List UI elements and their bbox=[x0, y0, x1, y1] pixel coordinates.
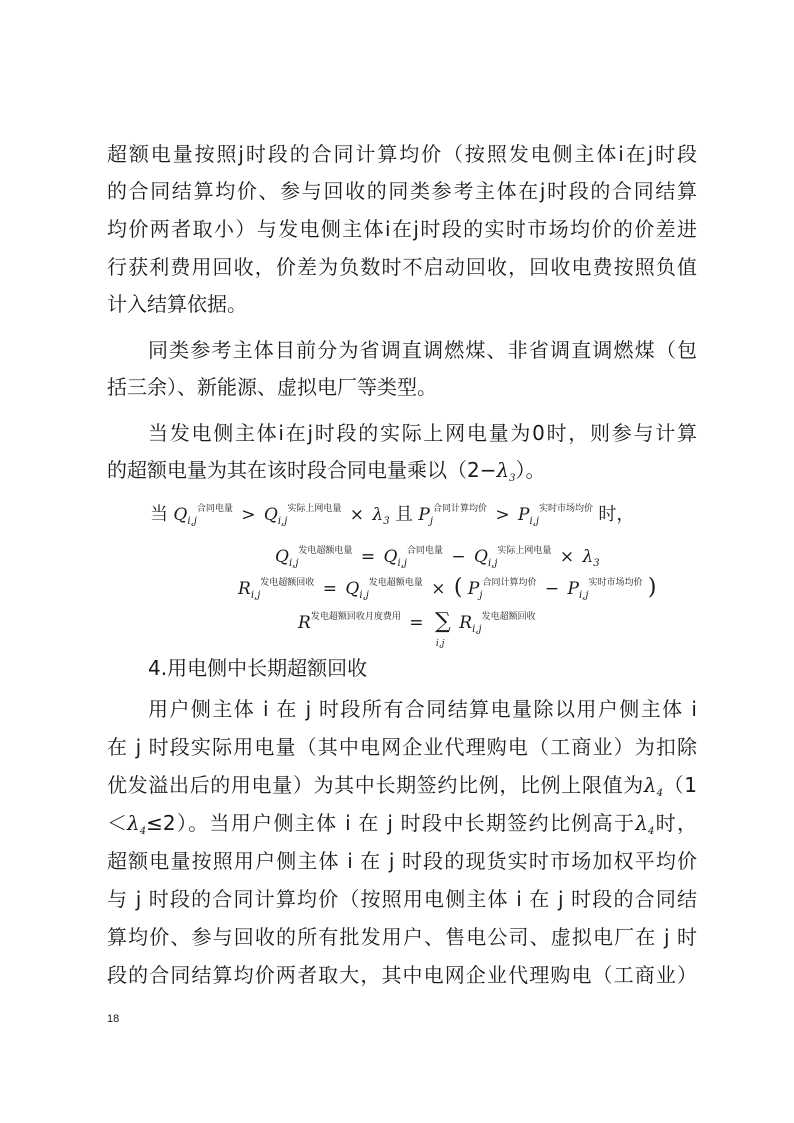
formula-condition: 当 $Q_{i,j}^{合同电量} > Q_{i,j}^{实际上网电量} \times \lambda_3$ 且 $P_j^{合同计算均价} > P_{i,j}^{实时市场均价}$ 时， bbox=[150, 504, 635, 527]
formula-excess-energy: $Q_{i,j}^{发电超额电量} = Q_{i,j}^{合同电量} - Q_{i,j}^{实际上网电量} \times \lambda_3$ bbox=[275, 546, 600, 569]
p1-line-3: 均价两者取小）与发电侧主体i在j时段的实时市场均价的价差进 bbox=[107, 217, 697, 241]
page-number: 18 bbox=[107, 1013, 120, 1025]
p4-line-2: 在 j 时段实际用电量（其中电网企业代理购电（工商业）为扣除 bbox=[107, 735, 697, 759]
p2-line-1: 同类参考主体目前分为省调直调燃煤、非省调直调燃煤（包 bbox=[148, 338, 697, 362]
p4-line-3: 优发溢出后的用电量）为其中长期签约比例，比例上限值为$\lambda_4(1$ bbox=[107, 773, 697, 799]
p4-line-4: $<\lambda_4\le 2$）。当用户侧主体 i 在 j 时段中长期签约比例高于$\lambda_4$时， bbox=[107, 811, 697, 837]
p4-line-7: 算均价、参与回收的所有批发用户、售电公司、虚拟电厂在 j 时 bbox=[107, 925, 697, 949]
p1-line-1: 超额电量按照j时段的合同计算均价（按照发电侧主体i在j时段 bbox=[107, 142, 697, 166]
p3-line-2-text: 的超额电量为其在该时段合同电量乘以（2− bbox=[107, 458, 497, 482]
p1-line-5: 计入结算依据。 bbox=[107, 292, 247, 316]
sum-symbol: ∑ i,j bbox=[435, 609, 451, 649]
p4-line-1: 用户侧主体 i 在 j 时段所有合同结算电量除以用户侧主体 i bbox=[148, 697, 697, 721]
p4-line-8: 段的合同结算均价两者取大，其中电网企业代理购电（工商业） bbox=[107, 963, 697, 987]
p1-line-4: 行获利费用回收，价差为负数时不启动回收，回收电费按照负值 bbox=[107, 255, 697, 279]
p2-line-2: 括三余）、新能源、虚拟电厂等类型。 bbox=[107, 375, 437, 399]
p1-line-2: 的合同结算均价、参与回收的同类参考主体在j时段的合同结算 bbox=[107, 179, 697, 203]
p4-line-5: 超额电量按照用户侧主体 i 在 j 时段的现货实时市场加权平均价 bbox=[107, 849, 697, 873]
p3-line-2-end: ）。 bbox=[515, 458, 546, 482]
lambda3-symbol: $\lambda_3$ bbox=[496, 458, 516, 484]
formula-monthly-fee: $R^{发电超额回收月度费用}$ = ∑ i,j $R_{i,j}^{发电超额回收}$ bbox=[298, 609, 536, 649]
section-heading-4: 4.用电侧中长期超额回收 bbox=[148, 656, 368, 680]
p4-line-6: 与 j 时段的合同计算均价（按照用电侧主体 i 在 j 时段的合同结 bbox=[107, 887, 697, 911]
formula-excess-recovery: $R_{i,j}^{发电超额回收} = Q_{i,j}^{发电超额电量}$ × ( $P_j^{合同计算均价} - P_{i,j}^{实时市场均价}$ ) bbox=[238, 575, 657, 601]
lambda4-symbol: $\lambda_4$ bbox=[643, 773, 663, 799]
p3-line-2 bbox=[107, 455, 697, 494]
p3-line-1: 当发电侧主体i在j时段的实际上网电量为0时，则参与计算 bbox=[148, 421, 697, 445]
